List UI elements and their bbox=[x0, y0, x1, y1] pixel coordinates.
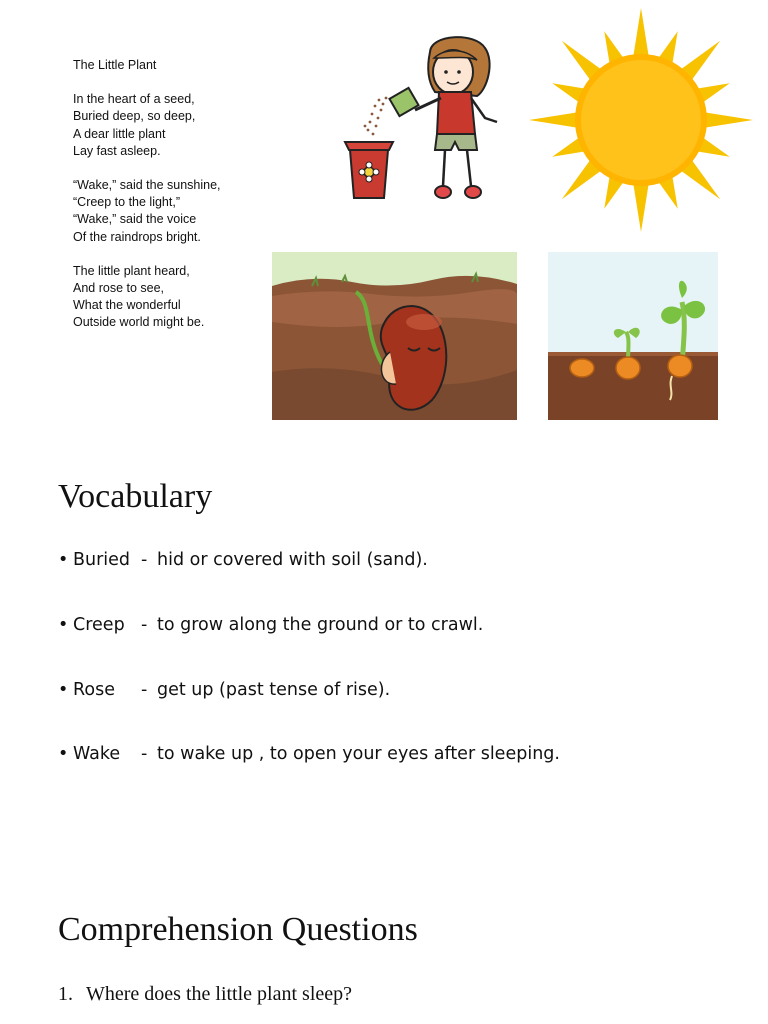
vocabulary-definition: to wake up , to open your eyes after sleeping. bbox=[157, 744, 560, 764]
girl-watering-flowerpot-illustration bbox=[335, 30, 515, 210]
poem-line: “Creep to the light,” bbox=[73, 195, 180, 210]
poem-stanza-1 bbox=[73, 91, 221, 160]
poem-line: And rose to see, bbox=[73, 281, 165, 296]
vocabulary-definition: get up (past tense of rise). bbox=[157, 680, 391, 700]
sun-ray bbox=[633, 181, 649, 232]
vocabulary-definition: hid or covered with soil (sand). bbox=[157, 550, 428, 570]
bullet-icon: • bbox=[58, 615, 69, 635]
poem-line: Buried deep, so deep, bbox=[73, 109, 196, 124]
vocabulary-definition: to grow along the ground or to crawl. bbox=[157, 615, 484, 635]
sprouting-seeds-illustration bbox=[548, 252, 718, 420]
vocabulary-term: Wake bbox=[73, 744, 121, 764]
poem-line: Of the raindrops bright. bbox=[73, 229, 201, 244]
vocabulary-dash: - bbox=[141, 550, 148, 570]
poem-line: In the heart of a seed, bbox=[73, 92, 195, 107]
vocabulary-dash: - bbox=[141, 744, 148, 764]
vocabulary-item bbox=[58, 744, 560, 764]
question-item bbox=[58, 983, 352, 1006]
vocabulary-item bbox=[58, 550, 428, 570]
vocabulary-term: Buried bbox=[73, 550, 131, 570]
comprehension-heading: Comprehension Questions bbox=[58, 911, 418, 948]
poem-line: What the wonderful bbox=[73, 298, 181, 313]
bullet-icon: • bbox=[58, 550, 69, 570]
sun-illustration bbox=[525, 4, 757, 236]
sleeping-seed-underground-illustration bbox=[272, 252, 517, 420]
sun-ray bbox=[529, 112, 580, 128]
poem-line: “Wake,” said the voice bbox=[73, 212, 197, 227]
bullet-icon: • bbox=[58, 744, 69, 764]
sun-ray bbox=[633, 8, 649, 59]
vocabulary-term: Rose bbox=[73, 680, 115, 700]
poem-line: Lay fast asleep. bbox=[73, 143, 161, 158]
vocabulary-dash: - bbox=[141, 680, 148, 700]
vocabulary-term: Creep bbox=[73, 615, 125, 635]
question-number: 1. bbox=[58, 983, 73, 1005]
vocabulary-item bbox=[58, 680, 390, 700]
bullet-icon: • bbox=[58, 680, 69, 700]
poem-stanza-2 bbox=[73, 177, 221, 246]
poem bbox=[73, 57, 221, 349]
poem-stanza-3 bbox=[73, 263, 221, 332]
poem-line: The little plant heard, bbox=[73, 263, 190, 278]
poem-line: “Wake,” said the sunshine, bbox=[73, 178, 221, 193]
poem-title: The Little Plant bbox=[73, 58, 157, 72]
vocabulary-item bbox=[58, 615, 483, 635]
question-text: Where does the little plant sleep? bbox=[86, 983, 353, 1005]
vocabulary-dash: - bbox=[141, 615, 148, 635]
vocabulary-heading: Vocabulary bbox=[58, 478, 213, 515]
sun-ray bbox=[702, 112, 753, 128]
poem-line: A dear little plant bbox=[73, 126, 166, 141]
poem-line: Outside world might be. bbox=[73, 315, 205, 330]
